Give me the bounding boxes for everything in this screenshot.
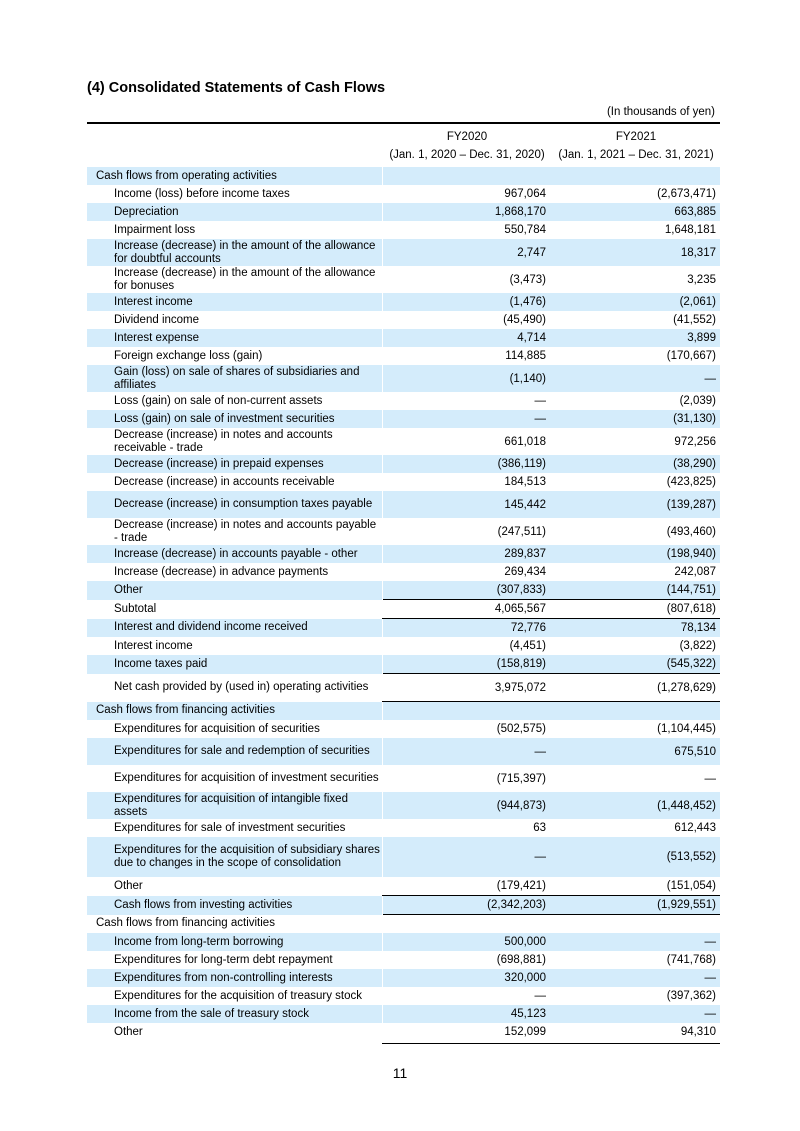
- value-fy2020: 4,065,567: [382, 600, 550, 619]
- row-label: Expenditures for the acquisition of subsidiary shares due to changes in the scope of consolidation: [87, 837, 382, 877]
- row-label: Cash flows from financing activities: [96, 917, 275, 930]
- row-label: Net cash provided by (used in) operating activities: [114, 681, 369, 693]
- value-fy2020: 1,868,170: [382, 203, 550, 221]
- value-fy2020: 145,442: [382, 491, 550, 518]
- page-number: 11: [392, 1065, 408, 1081]
- value-fy2021: (3,822): [679, 640, 716, 652]
- row-label: Decrease (increase) in notes and accounts receivable - trade: [114, 428, 333, 454]
- table-row: [87, 545, 720, 563]
- value-fy2020: (247,511): [497, 525, 546, 538]
- table-row: [87, 311, 720, 329]
- value-fy2021: (170,667): [666, 350, 716, 362]
- table-row: [87, 428, 720, 455]
- table-row: [87, 877, 720, 896]
- value-fy2020: 661,018: [504, 435, 546, 448]
- value-fy2020: 152,099: [504, 1026, 546, 1038]
- value-fy2021: (1,278,629): [550, 674, 720, 702]
- table-row: [87, 581, 720, 600]
- column-header-fy2020: [382, 128, 552, 164]
- value-fy2020: (179,421): [496, 880, 546, 892]
- value-fy2020: (502,575): [496, 723, 546, 735]
- row-label: Cash flows from operating activities: [87, 167, 382, 185]
- value-fy2021: —: [550, 365, 720, 392]
- table-row: [87, 410, 720, 428]
- statement-title: (4) Consolidated Statements of Cash Flows: [87, 80, 386, 96]
- table-row: [87, 819, 720, 837]
- value-fy2020: (3,473): [509, 273, 546, 286]
- table-row: [87, 792, 720, 819]
- value-fy2020: (307,833): [382, 581, 550, 600]
- value-fy2020: —: [382, 410, 550, 428]
- value-fy2021: (2,039): [679, 395, 716, 407]
- row-label: Increase (decrease) in accounts payable - other: [87, 545, 382, 563]
- row-label: Depreciation: [87, 203, 382, 221]
- value-fy2021: 94,310: [680, 1026, 716, 1038]
- value-fy2021: —: [550, 969, 720, 987]
- table-row: [87, 239, 720, 266]
- value-fy2020: 269,434: [504, 566, 546, 578]
- value-fy2021: (807,618): [550, 600, 720, 619]
- value-fy2020: 967,064: [504, 188, 546, 200]
- value-fy2020: 72,776: [382, 619, 550, 638]
- row-label: Increase (decrease) in the amount of the allowance for doubtful accounts: [87, 239, 382, 266]
- value-fy2020: 289,837: [382, 545, 550, 563]
- row-label: Expenditures for acquisition of intangible fixed assets: [87, 792, 382, 819]
- value-fy2021: (397,362): [666, 990, 716, 1002]
- table-row: [87, 619, 720, 638]
- value-fy2021: [550, 915, 720, 934]
- column-period: (Jan. 1, 2020 – Dec. 31, 2020): [389, 149, 545, 161]
- value-fy2021: (1,448,452): [550, 792, 720, 819]
- table-bottom-rule: [382, 1043, 720, 1044]
- value-fy2020: 320,000: [382, 969, 550, 987]
- row-label: Expenditures for acquisition of investment securities: [114, 772, 379, 784]
- row-label: Loss (gain) on sale of non-current assets: [114, 394, 323, 407]
- row-label: Cash flows from investing activities: [87, 896, 382, 915]
- section-header-row: [87, 167, 720, 185]
- table-row: [87, 951, 720, 969]
- value-fy2020: (1,476): [382, 293, 550, 311]
- value-fy2020: 114,885: [505, 350, 546, 362]
- value-fy2020: (386,119): [382, 455, 550, 473]
- value-fy2021: —: [550, 1005, 720, 1023]
- row-label: Interest income: [87, 293, 382, 311]
- table-row: [87, 637, 720, 655]
- row-label: Subtotal: [114, 602, 157, 615]
- value-fy2020: 4,714: [382, 329, 550, 347]
- value-fy2021: —: [704, 772, 716, 785]
- value-fy2020: (158,819): [382, 655, 550, 674]
- table-row: [87, 600, 720, 619]
- value-fy2021: 663,885: [550, 203, 720, 221]
- value-fy2020: —: [382, 837, 550, 877]
- table-row: [87, 491, 720, 518]
- value-fy2021: 78,134: [550, 619, 720, 638]
- row-label: Other: [87, 581, 382, 600]
- cash-flow-table: [87, 167, 720, 1041]
- column-year: FY2020: [446, 131, 488, 143]
- table-row: [87, 347, 720, 365]
- row-label: Income (loss) before income taxes: [114, 187, 290, 200]
- table-row: [87, 933, 720, 951]
- value-fy2021: 675,510: [550, 738, 720, 765]
- value-fy2021: (139,287): [550, 491, 720, 518]
- value-fy2020: 2,747: [382, 239, 550, 266]
- table-row: [87, 738, 720, 765]
- value-fy2021: (2,673,471): [657, 188, 716, 200]
- value-fy2021: 1,648,181: [664, 224, 716, 236]
- table-row: [87, 563, 720, 581]
- row-label: Decrease (increase) in consumption taxes payable: [87, 491, 382, 518]
- row-label: Income taxes paid: [87, 655, 382, 674]
- value-fy2020: 550,784: [504, 224, 546, 236]
- value-fy2021: (2,061): [550, 293, 720, 311]
- row-label: Increase (decrease) in the amount of the allowance for bonuses: [114, 266, 376, 292]
- value-fy2020: 500,000: [382, 933, 550, 951]
- value-fy2021: 612,443: [674, 822, 716, 834]
- row-label: Expenditures for sale and redemption of securities: [87, 738, 382, 765]
- value-fy2021: (38,290): [550, 455, 720, 473]
- row-label: Expenditures for the acquisition of treasury stock: [114, 989, 363, 1002]
- value-fy2020: —: [534, 990, 546, 1002]
- row-label: Other: [114, 1025, 143, 1038]
- row-label: Decrease (increase) in notes and accounts payable - trade: [114, 518, 377, 544]
- table-row: [87, 185, 720, 203]
- value-fy2020: (944,873): [382, 792, 550, 819]
- table-row: [87, 987, 720, 1005]
- value-fy2021: (41,552): [673, 314, 716, 326]
- table-row: [87, 221, 720, 239]
- table-row: [87, 720, 720, 738]
- value-fy2021: (1,929,551): [550, 896, 720, 915]
- value-fy2020: —: [534, 395, 546, 407]
- value-fy2021: (513,552): [550, 837, 720, 877]
- value-fy2020: [382, 702, 550, 721]
- value-fy2020: (4,451): [509, 640, 546, 652]
- row-label: Expenditures for sale of investment securities: [114, 821, 346, 834]
- column-period: (Jan. 1, 2021 – Dec. 31, 2021): [558, 149, 714, 161]
- value-fy2021: 3,235: [687, 273, 716, 286]
- value-fy2020: (698,881): [496, 954, 546, 966]
- row-label: Other: [114, 879, 143, 892]
- row-label: Dividend income: [114, 313, 200, 326]
- row-label: Expenditures from non-controlling interests: [87, 969, 382, 987]
- cash-flow-table-body: [87, 167, 720, 1041]
- row-label: Cash flows from financing activities: [87, 702, 382, 721]
- row-label: Expenditures for acquisition of securities: [114, 722, 320, 735]
- value-fy2020: 3,975,072: [382, 674, 550, 702]
- table-row: [87, 293, 720, 311]
- value-fy2020: 184,513: [504, 476, 546, 488]
- value-fy2021: (545,322): [550, 655, 720, 674]
- value-fy2021: (31,130): [550, 410, 720, 428]
- value-fy2021: (741,768): [666, 954, 716, 966]
- value-fy2021: (144,751): [550, 581, 720, 600]
- row-label: Foreign exchange loss (gain): [114, 349, 263, 362]
- column-year: FY2021: [615, 131, 657, 143]
- section-header-row: [87, 915, 720, 934]
- value-fy2021: 3,899: [550, 329, 720, 347]
- value-fy2020: [382, 915, 550, 934]
- value-fy2021: [550, 167, 720, 185]
- row-label: Income from the sale of treasury stock: [87, 1005, 382, 1023]
- value-fy2020: 45,123: [382, 1005, 550, 1023]
- value-fy2021: (493,460): [666, 525, 716, 538]
- table-row: [87, 765, 720, 792]
- table-row: [87, 969, 720, 987]
- table-row: [87, 266, 720, 293]
- value-fy2020: (1,140): [382, 365, 550, 392]
- value-fy2021: 18,317: [550, 239, 720, 266]
- value-fy2020: (715,397): [496, 772, 546, 785]
- row-label: Decrease (increase) in prepaid expenses: [87, 455, 382, 473]
- row-label: Decrease (increase) in accounts receivable: [114, 475, 335, 488]
- value-fy2020: 63: [533, 822, 546, 834]
- table-row: [87, 1023, 720, 1041]
- row-label: Income from long-term borrowing: [87, 933, 382, 951]
- value-fy2020: —: [382, 738, 550, 765]
- table-row: [87, 1005, 720, 1023]
- row-label: Gain (loss) on sale of shares of subsidiaries and affiliates: [87, 365, 382, 392]
- table-row: [87, 473, 720, 491]
- value-fy2020: (45,490): [503, 314, 546, 326]
- value-fy2021: —: [550, 933, 720, 951]
- row-label: Increase (decrease) in advance payments: [114, 565, 329, 578]
- table-row: [87, 392, 720, 410]
- value-fy2021: (151,054): [666, 880, 716, 892]
- row-label: Interest income: [114, 639, 193, 652]
- value-fy2021: (1,104,445): [657, 723, 716, 735]
- header-rule: [87, 122, 720, 124]
- table-row: [87, 329, 720, 347]
- value-fy2020: [382, 167, 550, 185]
- section-header-row: [87, 702, 720, 721]
- row-label: Impairment loss: [114, 223, 196, 236]
- row-label: Interest expense: [87, 329, 382, 347]
- column-header-fy2021: [552, 128, 720, 164]
- table-row: [87, 365, 720, 392]
- units-note: (In thousands of yen): [606, 106, 715, 118]
- row-label: Expenditures for long-term debt repayment: [114, 953, 333, 966]
- table-row: [87, 518, 720, 545]
- table-row: [87, 896, 720, 915]
- table-row: [87, 674, 720, 702]
- row-label: Interest and dividend income received: [87, 619, 382, 638]
- value-fy2021: (198,940): [550, 545, 720, 563]
- value-fy2021: [550, 702, 720, 721]
- value-fy2021: (423,825): [666, 476, 716, 488]
- value-fy2021: 972,256: [674, 435, 716, 448]
- value-fy2021: 242,087: [674, 566, 716, 578]
- table-row: [87, 203, 720, 221]
- table-row: [87, 837, 720, 877]
- row-label: Loss (gain) on sale of investment securities: [87, 410, 382, 428]
- table-row: [87, 655, 720, 674]
- table-row: [87, 455, 720, 473]
- value-fy2020: (2,342,203): [382, 896, 550, 915]
